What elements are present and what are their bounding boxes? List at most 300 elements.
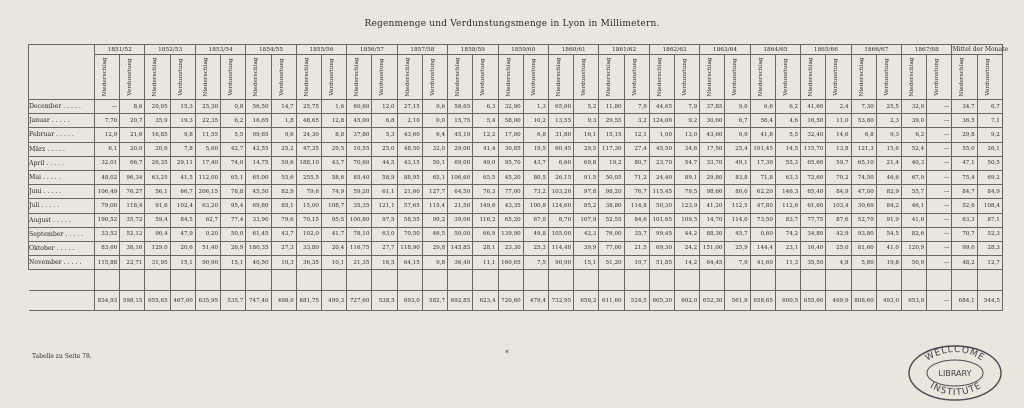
value-cell: 7,9 xyxy=(675,100,700,114)
value-cell: 55,6 xyxy=(271,170,296,184)
value-cell: 74,2 xyxy=(775,227,800,241)
value-cell: 71,8 xyxy=(750,170,775,184)
year-header-row xyxy=(29,45,1003,55)
value-cell: 62,7 xyxy=(195,213,220,227)
value-cell: 85,40 xyxy=(347,170,372,184)
value-cell: 45,30 xyxy=(246,185,271,199)
value-cell: 82,9 xyxy=(271,185,296,199)
value-cell: 63,3 xyxy=(952,213,977,227)
value-cell: 67,9 xyxy=(902,170,927,184)
value-cell: 29,80 xyxy=(700,170,725,184)
sum-cell: 834,93 xyxy=(95,291,120,311)
value-cell: 0,20 xyxy=(195,227,220,241)
sub-label: Verdunstung xyxy=(833,58,840,96)
value-cell: 121,3 xyxy=(851,142,876,156)
value-cell: 47,00 xyxy=(851,185,876,199)
value-cell: 32,9 xyxy=(902,100,927,114)
value-cell: 6,60 xyxy=(548,156,573,170)
value-cell: 50,30 xyxy=(649,199,674,213)
value-cell: 64,50 xyxy=(448,185,473,199)
value-cell: 35,9 xyxy=(145,114,170,128)
value-cell: 30,85 xyxy=(498,142,523,156)
value-cell: 99,2 xyxy=(422,213,447,227)
value-cell: 26,15 xyxy=(548,170,573,184)
value-cell: 77,00 xyxy=(599,241,624,255)
value-cell: 35,35 xyxy=(347,199,372,213)
value-cell: 34,7 xyxy=(952,100,977,114)
sub-label: Verdunstung xyxy=(631,58,638,96)
table-row xyxy=(29,128,1003,142)
value-cell: 6,3 xyxy=(473,100,498,114)
value-cell: 20,7 xyxy=(120,114,145,128)
value-cell: 41,5 xyxy=(170,170,195,184)
value-cell: 97,8 xyxy=(574,185,599,199)
value-cell: 43,7 xyxy=(271,227,296,241)
value-cell: 190,52 xyxy=(95,213,120,227)
value-cell: 45,10 xyxy=(448,128,473,142)
value-cell: 98,20 xyxy=(599,185,624,199)
value-cell: 117,30 xyxy=(599,142,624,156)
sub-label: Verdunstung xyxy=(682,58,689,96)
value-cell: 120,9 xyxy=(902,241,927,255)
sub-label: Niederschlag xyxy=(757,57,764,97)
value-cell: 17,50 xyxy=(700,142,725,156)
value-cell: 89,1 xyxy=(675,170,700,184)
value-cell: 19,5 xyxy=(523,142,548,156)
value-cell: 24,40 xyxy=(649,170,674,184)
value-cell: 108,4 xyxy=(977,199,1002,213)
value-cell: 97,5 xyxy=(372,213,397,227)
value-cell: 19,3 xyxy=(170,114,195,128)
niederschlag-header xyxy=(700,55,725,100)
value-cell: 8,8 xyxy=(321,128,346,142)
value-cell: 31,80 xyxy=(548,128,573,142)
value-cell: 22,71 xyxy=(120,256,145,270)
value-cell: 61,1 xyxy=(372,185,397,199)
value-cell: 114,40 xyxy=(548,241,573,255)
value-cell: 8,70 xyxy=(548,213,573,227)
value-cell: — xyxy=(927,199,952,213)
value-cell: 61,45 xyxy=(246,227,271,241)
value-cell: 30,60 xyxy=(700,114,725,128)
value-cell: 17,00 xyxy=(498,128,523,142)
value-cell: 28,1 xyxy=(473,241,498,255)
value-cell: 7,5 xyxy=(523,256,548,270)
value-cell: 51,85 xyxy=(649,256,674,270)
sub-label: Niederschlag xyxy=(102,57,108,97)
value-cell: 99,0 xyxy=(952,241,977,255)
value-cell: 84,9 xyxy=(826,185,851,199)
value-cell: 25,3 xyxy=(523,241,548,255)
value-cell: 38,80 xyxy=(599,199,624,213)
value-cell: 69,00 xyxy=(448,156,473,170)
value-cell: 129,0 xyxy=(145,241,170,255)
value-cell: 118,90 xyxy=(397,241,422,255)
value-cell: 10,1 xyxy=(321,256,346,270)
value-cell: 43,60 xyxy=(700,128,725,142)
value-cell: 15,75 xyxy=(448,114,473,128)
value-cell: 0,8 xyxy=(221,100,246,114)
value-cell: 108,7 xyxy=(321,199,346,213)
value-cell: 29,8 xyxy=(952,128,977,142)
value-cell: — xyxy=(927,185,952,199)
value-cell: 55,0 xyxy=(952,142,977,156)
value-cell: 12,1 xyxy=(624,128,649,142)
value-cell: 41,0 xyxy=(902,213,927,227)
value-cell: 114,8 xyxy=(624,199,649,213)
value-cell: 36,5 xyxy=(952,114,977,128)
value-cell: 52,55 xyxy=(599,213,624,227)
value-cell: 6,8 xyxy=(372,114,397,128)
value-cell: 14,7 xyxy=(271,100,296,114)
value-cell: 16,5 xyxy=(372,256,397,270)
value-cell: 43,60 xyxy=(397,128,422,142)
verdunstung-header xyxy=(372,55,397,100)
value-cell: 82,9 xyxy=(876,185,901,199)
value-cell: 33,70 xyxy=(700,156,725,170)
value-cell: 64,45 xyxy=(700,256,725,270)
month-label: Oktober . . . . . xyxy=(29,241,95,255)
sum-cell: 605,30 xyxy=(649,291,674,311)
value-cell: 40,50 xyxy=(246,256,271,270)
value-cell: 77,00 xyxy=(498,185,523,199)
value-cell: 48,02 xyxy=(95,170,120,184)
value-cell: 49,0 xyxy=(473,156,498,170)
value-cell: 40,3 xyxy=(902,156,927,170)
value-cell: 45,50 xyxy=(649,142,674,156)
value-cell: 84,7 xyxy=(952,185,977,199)
month-label: Juli . . . . . xyxy=(29,199,95,213)
value-cell: — xyxy=(927,156,952,170)
value-cell: 149,6 xyxy=(473,199,498,213)
value-cell: 109,5 xyxy=(675,213,700,227)
value-cell: 5,80 xyxy=(851,256,876,270)
value-cell: 56,4 xyxy=(750,114,775,128)
value-cell: 50,1 xyxy=(422,156,447,170)
sub-label: Verdunstung xyxy=(228,58,235,96)
value-cell: 41,60 xyxy=(801,100,826,114)
sub-label: Verdunstung xyxy=(429,58,436,96)
value-cell: 21,50 xyxy=(448,199,473,213)
value-cell: 0,0 xyxy=(422,114,447,128)
value-cell: 5,2 xyxy=(574,100,599,114)
value-cell: 21,6 xyxy=(120,128,145,142)
table-row xyxy=(29,241,1003,255)
value-cell: 5,60 xyxy=(195,142,220,156)
value-cell: 47,35 xyxy=(296,142,321,156)
value-cell: 49,8 xyxy=(523,227,548,241)
sum-cell: 655,60 xyxy=(801,291,826,311)
value-cell: 12,0 xyxy=(372,100,397,114)
value-cell: 77,75 xyxy=(801,213,826,227)
table-row xyxy=(29,142,1003,156)
value-cell: 7,9 xyxy=(624,100,649,114)
month-label: März . . . . . xyxy=(29,142,95,156)
value-cell: 72,60 xyxy=(801,170,826,184)
value-cell: 32,0 xyxy=(422,142,447,156)
value-cell: 41,20 xyxy=(700,199,725,213)
value-cell: 83,7 xyxy=(775,213,800,227)
sub-label: Verdunstung xyxy=(177,58,184,96)
value-cell: 16,85 xyxy=(145,128,170,142)
year-header: 1864/65 xyxy=(750,45,800,55)
value-cell: 58,9 xyxy=(372,170,397,184)
year-header: 1851/52 xyxy=(95,45,145,55)
sum-cell: 600,5 xyxy=(775,291,800,311)
table-row xyxy=(29,185,1003,199)
value-cell: 76,7 xyxy=(624,185,649,199)
value-cell: 1,6 xyxy=(321,100,346,114)
sum-cell: 602,0 xyxy=(675,291,700,311)
sum-cell: 658,65 xyxy=(750,291,775,311)
value-cell: 45,7 xyxy=(725,227,750,241)
value-cell: 14,75 xyxy=(246,156,271,170)
value-cell: 47,9 xyxy=(170,227,195,241)
value-cell: 61,60 xyxy=(801,199,826,213)
value-cell: 34,6 xyxy=(675,142,700,156)
value-cell: 9,3 xyxy=(574,114,599,128)
value-cell: 27,3 xyxy=(271,241,296,255)
value-cell: 90,4 xyxy=(145,227,170,241)
value-cell: 63,3 xyxy=(775,170,800,184)
value-cell: 53,80 xyxy=(851,114,876,128)
value-cell: 27,7 xyxy=(372,241,397,255)
value-cell: 19,2 xyxy=(599,156,624,170)
value-cell: 2,10 xyxy=(397,114,422,128)
value-cell: 50,5 xyxy=(977,156,1002,170)
table-row xyxy=(29,156,1003,170)
value-cell: 160,65 xyxy=(498,256,523,270)
value-cell: 101,45 xyxy=(750,142,775,156)
value-cell: 50,9 xyxy=(902,256,927,270)
sub-label: Niederschlag xyxy=(152,57,159,97)
value-cell: 5,4 xyxy=(473,114,498,128)
sub-label: Verdunstung xyxy=(328,58,335,96)
value-cell: 6,6 xyxy=(750,100,775,114)
value-cell: 6,2 xyxy=(775,100,800,114)
verdunstung-header xyxy=(826,55,851,100)
sum-cell: 524,5 xyxy=(624,291,649,311)
value-cell: 22,35 xyxy=(195,114,220,128)
value-cell: 79,6 xyxy=(271,213,296,227)
value-cell: 103,4 xyxy=(826,199,851,213)
value-cell: 55,7 xyxy=(902,185,927,199)
value-cell: 66,7 xyxy=(170,185,195,199)
sum-cell: 623,4 xyxy=(473,291,498,311)
sum-cell: 544,5 xyxy=(977,291,1002,311)
sum-cell: 561,9 xyxy=(725,291,750,311)
sum-cell: 493,0 xyxy=(876,291,901,311)
value-cell: 15,15 xyxy=(599,128,624,142)
value-cell: 41,0 xyxy=(876,241,901,255)
value-cell: 63,25 xyxy=(145,170,170,184)
value-cell: 43,7 xyxy=(523,156,548,170)
value-cell: 58,55 xyxy=(397,213,422,227)
mittel-header: Mittel der Monate xyxy=(952,46,1009,53)
value-cell: 39,9 xyxy=(574,241,599,255)
sum-cell: 659,2 xyxy=(574,291,599,311)
niederschlag-header xyxy=(195,55,220,100)
value-cell: 33,52 xyxy=(95,227,120,241)
niederschlag-header xyxy=(347,55,372,100)
value-cell: 58,6 xyxy=(321,170,346,184)
value-cell: 114,0 xyxy=(725,213,750,227)
value-cell: 188,10 xyxy=(296,156,321,170)
value-cell: 70,2 xyxy=(826,170,851,184)
value-cell: 146,3 xyxy=(775,185,800,199)
value-cell: 70,7 xyxy=(952,227,977,241)
value-cell: 44,5 xyxy=(372,156,397,170)
value-cell: 88,30 xyxy=(700,227,725,241)
value-cell: 102,4 xyxy=(170,199,195,213)
value-cell: 23,70 xyxy=(649,156,674,170)
sub-label: Verdunstung xyxy=(530,58,537,96)
niederschlag-header xyxy=(750,55,775,100)
value-cell: 65,00 xyxy=(246,170,271,184)
table-row xyxy=(29,227,1003,241)
value-cell: 1,3 xyxy=(523,100,548,114)
value-cell: 9,3 xyxy=(876,128,901,142)
sum-cell: 469,9 xyxy=(826,291,851,311)
value-cell: 14,6 xyxy=(826,128,851,142)
value-cell: 74,9 xyxy=(321,185,346,199)
value-cell: 35,50 xyxy=(801,256,826,270)
value-cell: 36,40 xyxy=(448,256,473,270)
value-cell: 85,2 xyxy=(574,199,599,213)
value-cell: 52,70 xyxy=(851,213,876,227)
verdunstung-header xyxy=(120,55,145,100)
value-cell: 99,65 xyxy=(246,128,271,142)
value-cell: 21,4 xyxy=(876,156,901,170)
verdunstung-header xyxy=(473,55,498,100)
value-cell: 65,60 xyxy=(801,156,826,170)
value-cell: 15,1 xyxy=(221,256,246,270)
value-cell: 14,5 xyxy=(775,142,800,156)
value-cell: 255,5 xyxy=(296,170,321,184)
value-cell: 12,2 xyxy=(473,128,498,142)
value-cell: 16,40 xyxy=(801,241,826,255)
value-cell: 19,8 xyxy=(876,256,901,270)
value-cell: 123,9 xyxy=(675,199,700,213)
table-row xyxy=(29,100,1003,114)
year-header: 1852/53 xyxy=(145,45,195,55)
value-cell: 84,9 xyxy=(977,185,1002,199)
value-cell: 47,1 xyxy=(952,156,977,170)
value-cell: 8,6 xyxy=(120,100,145,114)
sum-cell: 727,60 xyxy=(347,291,372,311)
value-cell: 26,9 xyxy=(221,241,246,255)
stamp-middle-text: LIBRARY xyxy=(938,369,972,378)
value-cell: 67,0 xyxy=(523,213,548,227)
niederschlag-header xyxy=(95,55,120,100)
niederschlag-header xyxy=(649,55,674,100)
value-cell: 4,8 xyxy=(826,256,851,270)
month-label: August . . . . . xyxy=(29,213,95,227)
value-cell: 2,4 xyxy=(826,100,851,114)
value-cell: 42,3 xyxy=(574,227,599,241)
value-cell: 20,4 xyxy=(321,241,346,255)
verdunstung-header xyxy=(523,55,548,100)
value-cell: 32,40 xyxy=(801,128,826,142)
value-cell: 15,1 xyxy=(170,256,195,270)
value-cell: 66,7 xyxy=(120,156,145,170)
value-cell: 9,6 xyxy=(422,100,447,114)
value-cell: 74,50 xyxy=(851,170,876,184)
sum-cell: — xyxy=(927,291,952,311)
sub-label: Verdunstung xyxy=(278,58,285,96)
value-cell: 49,1 xyxy=(725,156,750,170)
sum-cell: 582,7 xyxy=(422,291,447,311)
value-cell: 64,15 xyxy=(397,256,422,270)
value-cell: 145,85 xyxy=(448,241,473,255)
value-cell: 58,65 xyxy=(448,100,473,114)
value-cell: 14,70 xyxy=(700,213,725,227)
value-cell: 84,5 xyxy=(170,213,195,227)
value-cell: — xyxy=(927,227,952,241)
value-cell: 9,8 xyxy=(170,128,195,142)
value-cell: 39,00 xyxy=(448,213,473,227)
sum-cell: 538,5 xyxy=(372,291,397,311)
table-row xyxy=(29,256,1003,270)
sub-label: Niederschlag xyxy=(455,57,462,97)
value-cell: 80,7 xyxy=(624,156,649,170)
value-cell: 0,9 xyxy=(725,128,750,142)
value-cell: — xyxy=(927,256,952,270)
niederschlag-header xyxy=(498,55,523,100)
value-cell: 52,3 xyxy=(977,227,1002,241)
value-cell: 39,0 xyxy=(902,114,927,128)
value-cell: 37,80 xyxy=(347,128,372,142)
value-cell: 75,4 xyxy=(952,170,977,184)
value-cell: 71,2 xyxy=(624,170,649,184)
value-cell: 46,1 xyxy=(902,199,927,213)
value-cell: 100,8 xyxy=(523,199,548,213)
sum-cell: 692,85 xyxy=(448,291,473,311)
value-cell: 124,00 xyxy=(649,114,674,128)
sub-label: Verdunstung xyxy=(480,58,487,96)
corner-cell xyxy=(29,45,95,100)
value-cell: 84,6 xyxy=(624,213,649,227)
value-cell: 106,49 xyxy=(95,185,120,199)
value-cell: 4,6 xyxy=(775,114,800,128)
value-cell: 54,5 xyxy=(876,227,901,241)
value-cell: 46,6 xyxy=(876,170,901,184)
year-header: 1853/54 xyxy=(195,45,245,55)
value-cell: 115,70 xyxy=(801,142,826,156)
value-cell: 115,88 xyxy=(95,256,120,270)
month-label: April . . . . . xyxy=(29,156,95,170)
value-cell: 29,5 xyxy=(574,142,599,156)
sub-label: Niederschlag xyxy=(808,57,815,97)
value-cell: 6,2 xyxy=(221,114,246,128)
value-cell: 36,35 xyxy=(296,256,321,270)
value-cell: 5,3 xyxy=(372,128,397,142)
year-header: 1865/66 xyxy=(801,45,851,55)
value-cell: 41,7 xyxy=(321,227,346,241)
value-cell: 80,0 xyxy=(725,185,750,199)
value-cell: 9,8 xyxy=(422,256,447,270)
sum-cell: 720,60 xyxy=(498,291,523,311)
month-label: September . . . . . xyxy=(29,227,95,241)
verdunstung-header xyxy=(977,55,1002,100)
value-cell: 46,5 xyxy=(422,227,447,241)
sum-cell: 499,3 xyxy=(321,291,346,311)
value-cell: 45,20 xyxy=(498,170,523,184)
value-cell: 23,1 xyxy=(775,241,800,255)
value-cell: 6,1 xyxy=(95,142,120,156)
value-cell: 26,1 xyxy=(977,142,1002,156)
value-cell: 28,3 xyxy=(977,241,1002,255)
